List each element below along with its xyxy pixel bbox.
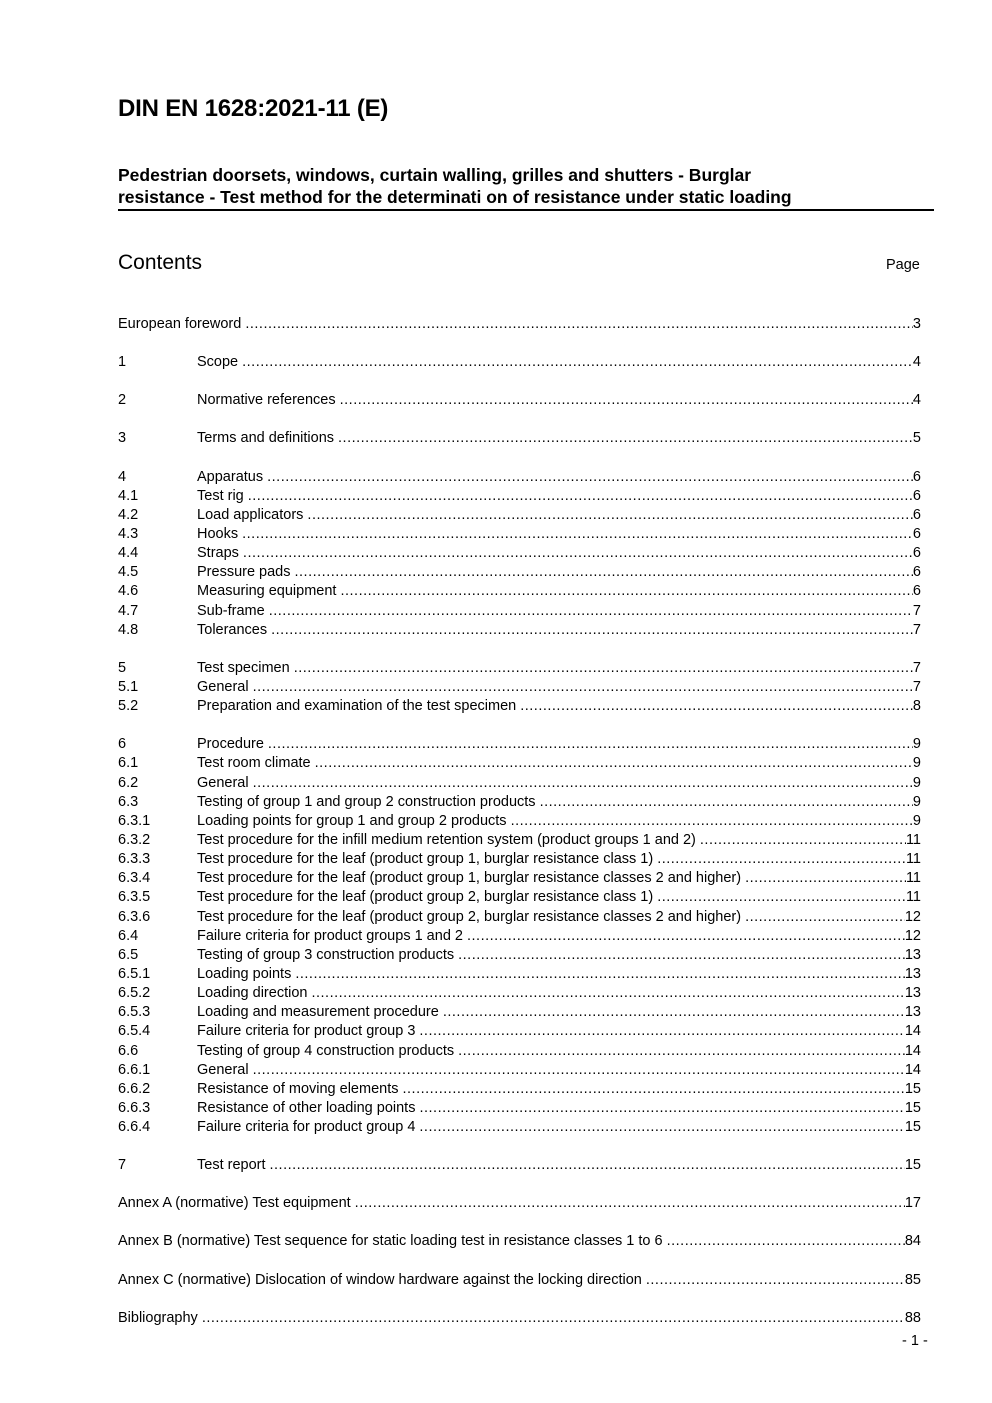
toc-entry-title: Test report [197,1157,266,1174]
toc-entry[interactable] [118,487,921,506]
toc-entry-page: 4 [912,392,921,409]
toc-entry[interactable] [118,1099,921,1118]
toc-entry-title: Testing of group 3 construction products [197,946,455,963]
toc-entry-title: Procedure [197,736,264,753]
toc-dot-leader [458,1042,905,1061]
toc-entry[interactable] [118,888,921,907]
toc-entry[interactable] [118,678,921,697]
toc-entry[interactable] [118,965,921,984]
contents-heading: Contents [118,251,203,274]
toc-entry-number: 4 [118,468,127,485]
toc-dot-leader [667,1232,905,1251]
toc-entry-title: Straps [197,545,239,562]
toc-dot-leader [657,850,906,869]
toc-dot-leader [269,602,913,621]
toc-entry-title: Failure criteria for product group 4 [197,1119,416,1136]
toc-dot-leader [253,774,913,793]
toc-dot-leader [700,831,906,850]
toc-dot-leader [315,754,913,773]
toc-entry-title: Normative references [197,392,336,409]
toc-entry-title: Preparation and examination of the test specimen [197,698,517,715]
toc-entry-title: Test procedure for the leaf (product group 1, burglar resistance class 1) [197,851,654,868]
toc-entry-title: Pressure pads [197,564,291,581]
toc-entry-number: 6.5.2 [118,985,151,1002]
toc-entry-page: 11 [905,831,921,848]
toc-dot-leader [295,965,905,984]
toc-entry-title: Test specimen [197,659,290,676]
toc-entry-page: 6 [912,583,921,600]
toc-entry-number: 6.6 [118,1042,139,1059]
toc-dot-leader [271,621,913,640]
toc-dot-leader [340,582,912,601]
document-id: DIN EN 1628:2021-11 (E) [118,95,389,122]
toc-entry-number: 4.8 [118,621,139,638]
toc-entry-page: 9 [912,755,921,772]
toc-entry-number: 4.1 [118,487,139,504]
toc-entry-title: Bibliography [118,1309,198,1326]
toc-entry-page: 15 [904,1119,921,1136]
toc-entry-title: Loading points for group 1 and group 2 products [197,812,507,829]
toc-entry[interactable] [118,315,921,334]
toc-dot-leader [307,506,913,525]
toc-entry-number: 4.4 [118,545,139,562]
toc-entry-number: 5.1 [118,678,139,695]
toc-entry-number: 6.5.4 [118,1023,151,1040]
toc-entry[interactable] [118,908,921,927]
toc-entry-title: Failure criteria for product groups 1 and 2 [197,927,463,944]
toc-entry-title: Load applicators [197,506,304,523]
toc-entry-title: Test procedure for the leaf (product group 1, burglar resistance classes 2 and higher) [197,870,742,887]
toc-entry-number: 6.5.1 [118,965,151,982]
toc-entry-page: 14 [904,1061,921,1078]
toc-entry-title: Tolerances [197,621,268,638]
toc-entry-page: 6 [912,487,921,504]
toc-dot-leader [419,1099,904,1118]
toc-entry-page: 5 [912,430,921,447]
toc-entry-page: 12 [904,908,921,925]
table-of-contents [118,315,921,1328]
toc-entry-title: Sub-frame [197,602,265,619]
page-column-heading: Page [886,257,920,273]
toc-entry-title: Measuring equipment [197,583,337,600]
toc-entry-page: 6 [912,545,921,562]
toc-entry-page: 7 [912,678,921,695]
toc-dot-leader [245,315,913,334]
toc-entry-number: 6.3 [118,793,139,810]
toc-dot-leader [745,908,905,927]
toc-entry[interactable] [118,984,921,1003]
toc-entry-title: Test procedure for the infill medium retention system (product groups 1 and 2) [197,831,696,848]
toc-entry-page: 6 [912,506,921,523]
document-subtitle [118,164,934,211]
toc-entry-number: 6.6.3 [118,1099,151,1116]
toc-entry-page: 14 [904,1042,921,1059]
toc-entry-page: 85 [904,1271,921,1288]
toc-dot-leader [443,1003,905,1022]
toc-entry-title: General [197,678,249,695]
toc-dot-leader [311,984,904,1003]
toc-entry-number: 7 [118,1157,127,1174]
toc-entry[interactable] [118,621,921,640]
toc-entry[interactable] [118,1042,921,1061]
toc-entry-number: 5 [118,659,127,676]
toc-dot-leader [338,429,913,448]
toc-entry-title: Failure criteria for product group 3 [197,1023,416,1040]
toc-entry-page: 7 [912,621,921,638]
toc-entry[interactable] [118,1309,921,1328]
toc-entry[interactable] [118,525,921,544]
toc-entry-title: General [197,774,249,791]
toc-dot-leader [202,1309,905,1328]
toc-entry-number: 6.3.1 [118,812,151,829]
toc-dot-leader [248,487,913,506]
toc-dot-leader [511,812,913,831]
toc-entry[interactable] [118,1118,921,1137]
toc-dot-leader [419,1022,904,1041]
toc-entry-number: 3 [118,430,127,447]
toc-entry-title: Annex B (normative) Test sequence for static loading test in resistance classes 1 to 6 [118,1233,663,1250]
toc-entry-page: 6 [912,468,921,485]
toc-entry[interactable] [118,735,921,754]
toc-entry-title: Hooks [197,525,239,542]
toc-entry-number: 6.2 [118,774,139,791]
toc-entry[interactable] [118,602,921,621]
toc-entry-number: 6.3.3 [118,851,151,868]
toc-entry[interactable] [118,850,921,869]
toc-entry-title: Terms and definitions [197,430,335,447]
toc-entry[interactable] [118,468,921,487]
toc-dot-leader [253,678,913,697]
toc-entry-number: 4.5 [118,564,139,581]
toc-entry[interactable] [118,1232,921,1251]
toc-entry-page: 13 [904,985,921,1002]
toc-dot-leader [520,697,913,716]
toc-dot-leader [253,1061,905,1080]
toc-entry-number: 6.1 [118,755,139,772]
subtitle-line-2: resistance - Test method for the determinati on of resistance under static loading [118,187,792,207]
toc-dot-leader [268,735,913,754]
toc-entry-title: Loading direction [197,985,308,1002]
toc-entry-page: 17 [904,1195,921,1212]
toc-entry-number: 6.6.1 [118,1061,151,1078]
toc-dot-leader [540,793,913,812]
toc-dot-leader [267,468,913,487]
toc-entry[interactable] [118,1003,921,1022]
toc-dot-leader [243,544,913,563]
toc-entry-title: Test room climate [197,755,311,772]
toc-entry-page: 4 [912,354,921,371]
toc-entry-title: Scope [197,354,239,371]
toc-entry-page: 7 [912,602,921,619]
toc-entry-page: 9 [912,736,921,753]
toc-entry-number: 6.5 [118,946,139,963]
toc-entry[interactable] [118,831,921,850]
toc-entry[interactable] [118,544,921,563]
toc-dot-leader [745,869,906,888]
toc-entry-page: 13 [904,965,921,982]
toc-entry[interactable] [118,927,921,946]
toc-entry-number: 6.5.3 [118,1004,151,1021]
toc-entry-number: 6.6.2 [118,1080,151,1097]
toc-entry-title: Apparatus [197,468,264,485]
toc-entry[interactable] [118,946,921,965]
toc-entry-number: 5.2 [118,698,139,715]
toc-dot-leader [646,1271,905,1290]
toc-entry[interactable] [118,1080,921,1099]
toc-entry-number: 6.3.2 [118,831,151,848]
toc-entry[interactable] [118,812,921,831]
toc-entry[interactable] [118,774,921,793]
toc-entry-page: 3 [912,316,921,332]
toc-entry-number: 6.6.4 [118,1119,151,1136]
toc-dot-leader [419,1118,904,1137]
toc-entry-number: 2 [118,392,127,409]
toc-entry-page: 9 [912,812,921,829]
toc-dot-leader [467,927,905,946]
toc-entry-title: Annex A (normative) Test equipment [118,1195,351,1212]
toc-entry-page: 9 [912,774,921,791]
page-number: - 1 - [902,1333,928,1349]
toc-dot-leader [294,659,913,678]
toc-entry-number: 4.6 [118,583,139,600]
toc-dot-leader [458,946,905,965]
toc-entry-page: 8 [912,698,921,715]
toc-entry-page: 15 [904,1099,921,1116]
toc-entry-page: 11 [905,870,921,887]
toc-entry-page: 88 [904,1309,921,1326]
toc-dot-leader [657,888,906,907]
toc-entry-number: 6 [118,736,127,753]
toc-entry-title: Resistance of moving elements [197,1080,399,1097]
toc-entry-title: Test procedure for the leaf (product group 2, burglar resistance class 1) [197,889,654,906]
toc-entry-title: Test procedure for the leaf (product group 2, burglar resistance classes 2 and higher) [197,908,742,925]
toc-entry-page: 11 [905,851,921,868]
toc-entry[interactable] [118,869,921,888]
toc-dot-leader [355,1194,905,1213]
toc-dot-leader [340,391,913,410]
toc-entry-number: 6.3.6 [118,908,151,925]
toc-entry-title: European foreword [118,316,242,332]
toc-entry-number: 6.3.4 [118,870,151,887]
toc-entry-number: 6.3.5 [118,889,151,906]
toc-entry-title: Loading points [197,965,292,982]
toc-entry-title: Testing of group 1 and group 2 construction products [197,793,536,810]
toc-entry-page: 6 [912,525,921,542]
toc-entry-title: Testing of group 4 construction products [197,1042,455,1059]
toc-entry[interactable] [118,793,921,812]
subtitle-line-1: Pedestrian doorsets, windows, curtain walling, grilles and shutters - Burglar [118,165,752,185]
toc-entry[interactable] [118,391,921,410]
toc-entry-page: 6 [912,564,921,581]
toc-entry-title: Annex C (normative) Dislocation of window hardware against the locking direction [118,1271,642,1288]
toc-entry-number: 4.7 [118,602,139,619]
toc-entry-page: 13 [904,1004,921,1021]
toc-entry-page: 7 [912,659,921,676]
toc-entry[interactable] [118,697,921,716]
toc-entry-page: 14 [904,1023,921,1040]
toc-entry[interactable] [118,1271,921,1290]
toc-entry-title: Test rig [197,487,244,504]
toc-dot-leader [242,525,913,544]
toc-entry[interactable] [118,429,921,448]
toc-entry[interactable] [118,582,921,601]
toc-entry-page: 12 [904,927,921,944]
toc-entry-page: 11 [905,889,921,906]
toc-entry-number: 6.4 [118,927,139,944]
toc-entry[interactable] [118,754,921,773]
toc-entry[interactable] [118,1061,921,1080]
toc-entry-page: 9 [912,793,921,810]
toc-entry[interactable] [118,1194,921,1213]
toc-entry-number: 4.3 [118,525,139,542]
toc-entry[interactable] [118,1156,921,1175]
toc-dot-leader [242,353,913,372]
toc-entry-title: Resistance of other loading points [197,1099,416,1116]
toc-entry[interactable] [118,659,921,678]
toc-entry-page: 15 [904,1080,921,1097]
toc-entry[interactable] [118,1022,921,1041]
toc-entry[interactable] [118,506,921,525]
toc-entry-page: 13 [904,946,921,963]
toc-entry[interactable] [118,353,921,372]
toc-entry-number: 4.2 [118,506,139,523]
toc-entry[interactable] [118,563,921,582]
toc-entry-page: 84 [904,1233,921,1250]
toc-entry-page: 15 [904,1157,921,1174]
toc-dot-leader [295,563,913,582]
toc-dot-leader [270,1156,905,1175]
toc-entry-number: 1 [118,354,127,371]
toc-entry-title: Loading and measurement procedure [197,1004,439,1021]
toc-entry-title: General [197,1061,249,1078]
toc-dot-leader [403,1080,905,1099]
